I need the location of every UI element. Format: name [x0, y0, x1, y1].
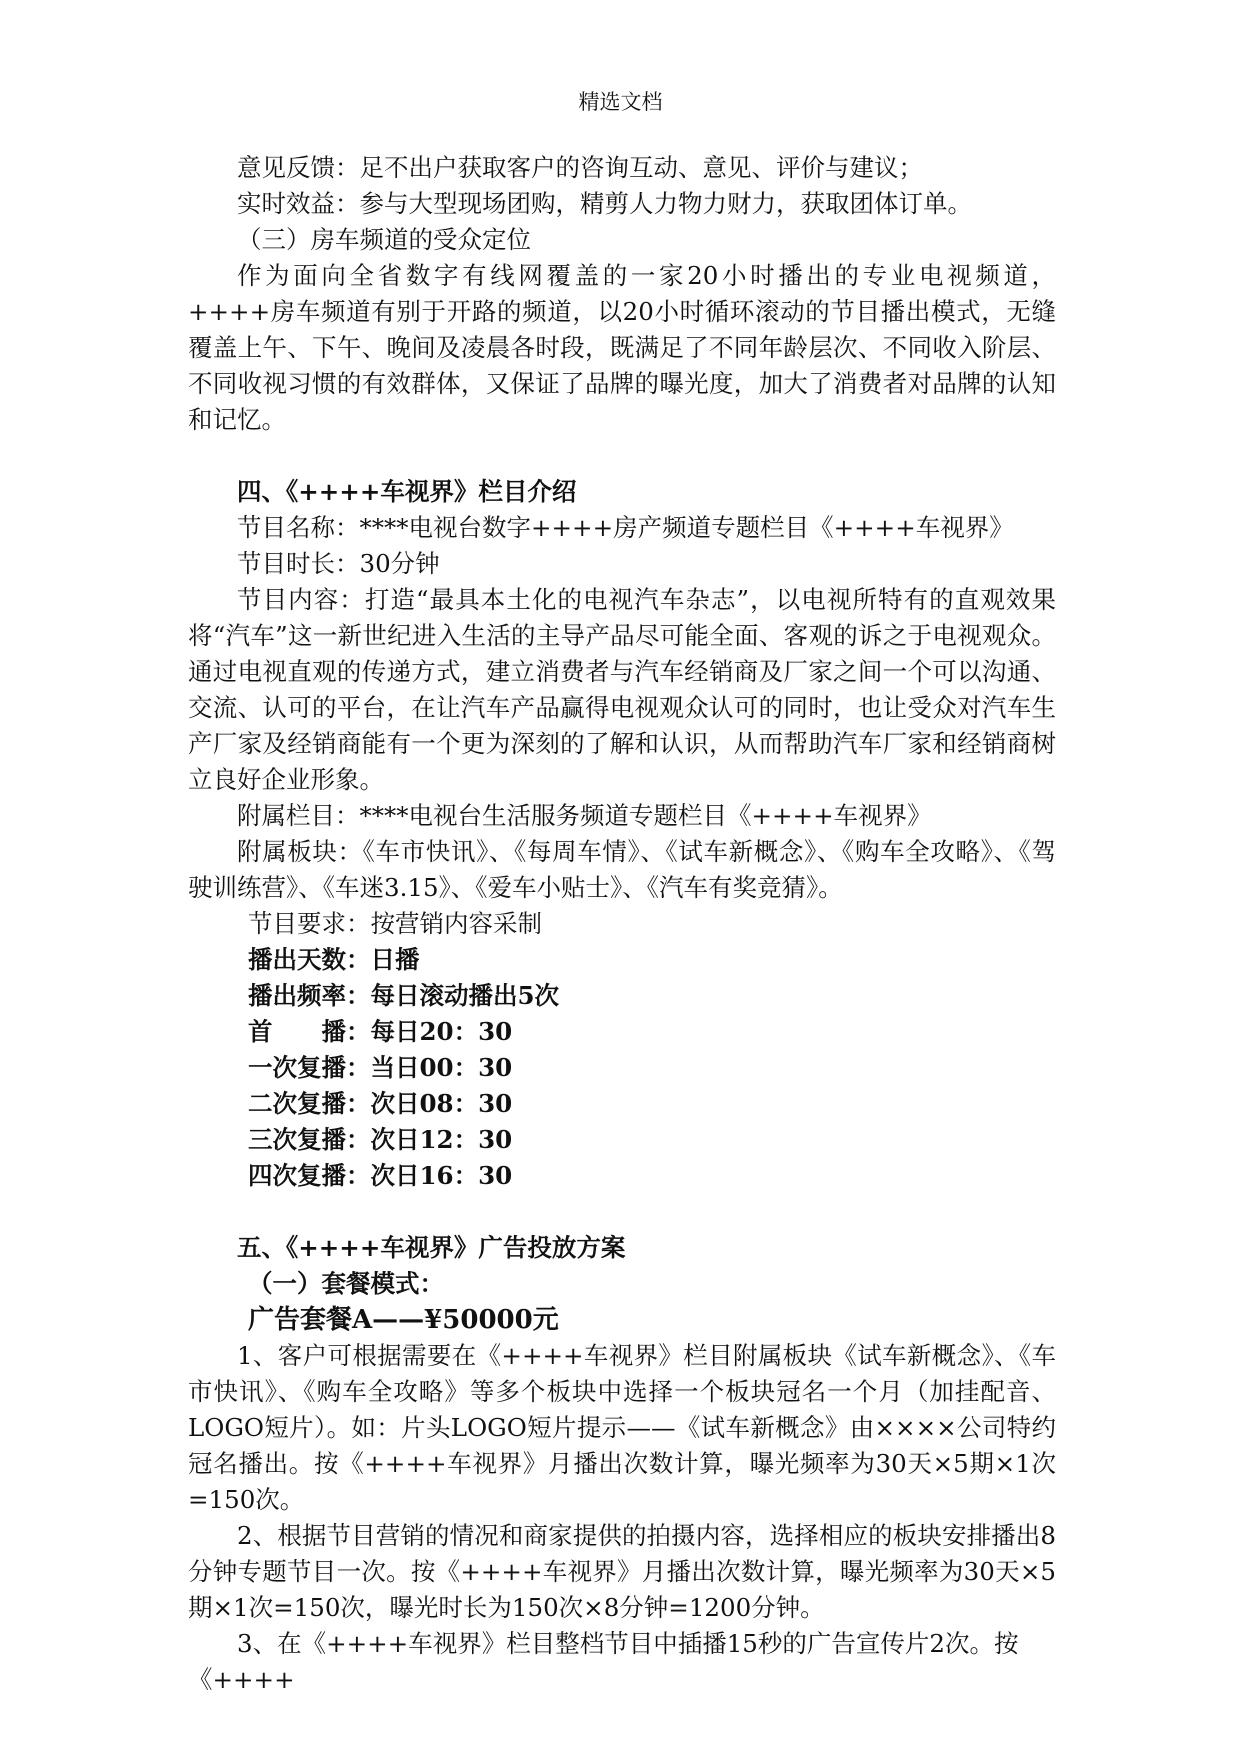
schedule-value: 次日16：30 — [370, 1161, 513, 1190]
schedule-row — [248, 1122, 1056, 1158]
schedule-row — [248, 1050, 1056, 1086]
schedule-value: 次日12：30 — [370, 1125, 513, 1154]
schedule-label: 播出频率： — [248, 981, 371, 1010]
schedule-value: 次日08：30 — [370, 1089, 513, 1118]
schedule-label: 四次复播： — [248, 1161, 371, 1190]
program-content: 节目内容：打造“最具本土化的电视汽车杂志”，以电视所特有的直观效果将“汽车”这一新世纪进入生活的主导产品尽可能全面、客观的诉之于电视观众。通过电视直观的传递方式，建立消费者与汽车经销商及厂家之间一个可以沟通、交流、认可的平台，在让汽车产品赢得电视观众认可的同时，也让受众对汽车生产厂家及经销商能有一个更为深刻的了解和认识，从而帮助汽车厂家和经销商树立良好企业形象。 — [188, 585, 1056, 794]
benefit-line: 实时效益：参与大型现场团购，精剪人力物力财力，获取团体订单。 — [237, 189, 972, 218]
package-item-2: 2、根据节目营销的情况和商家提供的拍摄内容，选择相应的板块安排播出8分钟专题节目一次。按《++++车视界》月播出次数计算，曝光频率为30天×5期×1次=150次，曝光时长为150次×8分钟=1200分钟。 — [188, 1521, 1056, 1622]
package-a-heading: 广告套餐A——¥50000元 — [248, 1305, 559, 1335]
spacer — [188, 1194, 1056, 1230]
program-duration: 节目时长：30分钟 — [237, 549, 440, 578]
audience-paragraph: 作为面向全省数字有线网覆盖的一家20小时播出的专业电视频道，++++房车频道有别于开路的频道，以20小时循环滚动的节目播出模式，无缝覆盖上午、下午、晚间及凌晨各时段，既满足了不同年龄层次、不同收入阶层、不同收视习惯的有效群体，又保证了品牌的曝光度，加大了消费者对品牌的认知和记忆。 — [188, 261, 1056, 434]
schedule-label: 一次复播： — [248, 1053, 371, 1082]
schedule-row — [248, 978, 1056, 1014]
feedback-line: 意见反馈：足不出户获取客户的咨询互动、意见、评价与建议； — [237, 153, 923, 182]
schedule-label: 二次复播： — [248, 1089, 371, 1118]
package-item-3: 3、在《++++车视界》栏目整档节目中插播15秒的广告宣传片2次。按《++++ — [188, 1629, 1019, 1694]
schedule-row — [248, 1086, 1056, 1122]
affiliated-column: 附属栏目：****电视台生活服务频道专题栏目《++++车视界》 — [237, 801, 932, 830]
broadcast-schedule — [188, 942, 1056, 1194]
schedule-label: 播出天数： — [248, 945, 371, 974]
schedule-value: 日播 — [370, 945, 420, 974]
schedule-row — [248, 1158, 1056, 1194]
schedule-row — [248, 1014, 1056, 1050]
schedule-row — [248, 942, 1056, 978]
page-header: 精选文档 — [578, 90, 663, 114]
section4-heading: 四、《++++车视界》栏目介绍 — [237, 477, 577, 506]
document-body — [188, 150, 1056, 1698]
package-item-1: 1、客户可根据需要在《++++车视界》栏目附属板块《试车新概念》、《车市快讯》、《购车全攻略》等多个板块中选择一个板块冠名一个月（加挂配音、LOGO短片）。如：片头LOGO短片提示——《试车新概念》由××××公司特约冠名播出。按《++++车视界》月播出次数计算，曝光频率为30天×5期×1次=150次。 — [188, 1341, 1056, 1514]
affiliated-blocks: 附属板块：《车市快讯》、《每周车情》、《试车新概念》、《购车全攻略》、《驾驶训练营》、《车迷3.15》、《爱车小贴士》、《汽车有奖竞猜》。 — [188, 837, 1056, 902]
spacer — [188, 438, 1056, 474]
program-name: 节目名称：****电视台数字++++房产频道专题栏目《++++车视界》 — [237, 513, 1014, 542]
schedule-value: 每日20：30 — [370, 1017, 513, 1046]
section5-heading: 五、《++++车视界》广告投放方案 — [237, 1233, 626, 1262]
schedule-value: 当日00：30 — [370, 1053, 513, 1082]
audience-subheading: （三）房车频道的受众定位 — [237, 225, 531, 254]
schedule-value: 每日滚动播出5次 — [370, 981, 560, 1010]
schedule-label: 首 播： — [248, 1017, 371, 1046]
program-requirement: 节目要求：按营销内容采制 — [248, 909, 542, 938]
package-mode-heading: （一）套餐模式： — [248, 1269, 444, 1298]
schedule-label: 三次复播： — [248, 1125, 371, 1154]
